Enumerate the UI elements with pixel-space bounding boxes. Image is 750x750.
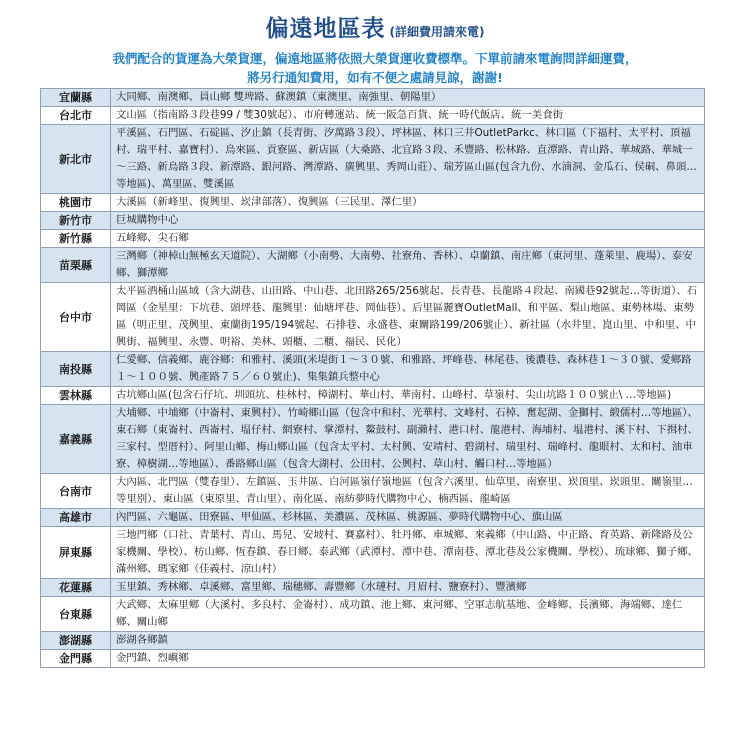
county-cell: 金門縣 <box>41 650 111 668</box>
remote-areas-table <box>40 88 705 668</box>
table-row <box>41 474 705 509</box>
areas-cell: 玉里鎮、秀林鄉、卓溪鄉、富里鄉、瑞穗鄉、壽豐鄉（水璉村、月眉村、鹽寮村）、豐濱鄉 <box>111 579 705 597</box>
areas-cell: 三地門鄉（口社、青葉村、青山、馬兒、安坡村、賽嘉村）、牡丹鄉、車城鄉、來義鄉（中山路、中正路、育英路、新隆路及公家機關、學校）、枋山鄉、恆春鎮、春日鄉、泰武鄉（武潭村、潭中巷、潭南巷、潭北巷及公家機關、學校）、琉球鄉、獅子鄉、滿州鄉、瑪家鄉（佳義村、涼山村） <box>111 527 705 579</box>
areas-cell: 文山區（指南路３段巷99 / 雙30號起）、市府轉運站、統一阪急百貨、統一時代飯店、統一美食街 <box>111 107 705 125</box>
areas-cell: 三灣鄉（神棹山無極玄天道院）、大湖鄉（小南勢、大南勢、社寮角、香林）、卓蘭鎮、南庄鄉（東河里、蓬萊里、鹿場）、泰安鄉、獅潭鄉 <box>111 248 705 283</box>
areas-cell: 大同鄉、南澳鄉、員山鄉 雙埤路、蘇澳鎮（東澳里、南強里、朝陽里） <box>111 89 705 107</box>
areas-cell: 大武鄉、太麻里鄉（大溪村、多良村、金崙村）、成功鎮、池上鄉、東河鄉、空軍志航基地、金峰鄉、長濱鄉、海端鄉、達仁鄉、關山鄉 <box>111 597 705 632</box>
table-row <box>41 387 705 405</box>
areas-cell: 太平區酒桶山區域（含大湖巷、山田路、中山巷、北田路265/256號起、長青巷、長龍路４段起、南國巷92號起…等街道）、石岡區（金星里：下坑巷、頭坪巷、龍興里：仙塘坪巷、岡仙巷）、后里區麗寶OutletMall、和平區、梨山地區、東勢林場、東勢區（明正里、茂興里、東蘭街195/194號起、石排巷、永盛巷、東關路199/206號止）、新社區（水井里、崑山里、中和里、中興街、福興里、永豐、明裕、美林、頭櫃、二櫃、福民、民化） <box>111 283 705 352</box>
areas-cell: 五峰鄉、尖石鄉 <box>111 230 705 248</box>
title-line <box>0 12 750 49</box>
county-cell: 台東縣 <box>41 597 111 632</box>
table-row <box>41 212 705 230</box>
county-cell: 台中市 <box>41 283 111 352</box>
county-cell: 新北市 <box>41 125 111 194</box>
county-cell: 嘉義縣 <box>41 405 111 474</box>
county-cell: 苗栗縣 <box>41 248 111 283</box>
table-row <box>41 125 705 194</box>
county-cell: 台北市 <box>41 107 111 125</box>
county-cell: 台南市 <box>41 474 111 509</box>
table-row <box>41 632 705 650</box>
areas-cell: 巨城購物中心 <box>111 212 705 230</box>
county-cell: 屏東縣 <box>41 527 111 579</box>
areas-cell: 大溪區（新峰里、復興里、崁津部落）、復興區（三民里、澤仁里） <box>111 194 705 212</box>
county-cell: 澎湖縣 <box>41 632 111 650</box>
table-row <box>41 527 705 579</box>
county-cell: 雲林縣 <box>41 387 111 405</box>
page-subtitle: (詳細費用請來電) <box>389 25 485 39</box>
table-row <box>41 405 705 474</box>
areas-cell: 古坑鄉山區(包含石仔坑、圳頭坑、桂林村、樟湖村、華山村、華南村、山峰村、草嶺村、尖山坑路１００號止\ …等地區) <box>111 387 705 405</box>
table-row <box>41 230 705 248</box>
table-row <box>41 89 705 107</box>
notice-line-1: 我們配合的貨運為大榮貨運，偏遠地區將依照大榮貨運收費標準。下單前請來電詢問詳細運費， <box>112 51 638 66</box>
table-row <box>41 107 705 125</box>
county-cell: 花蓮縣 <box>41 579 111 597</box>
county-cell: 高雄市 <box>41 509 111 527</box>
county-cell: 宜蘭縣 <box>41 89 111 107</box>
table-row <box>41 579 705 597</box>
areas-cell: 平溪區、石門區、石碇區、汐止鎮（長青街、汐萬路３段）、坪林區、林口三井OutletParkc、林口區（下福村、太平村、頂福村、瑞平村、嘉寶村）、烏來區、貢寮區、新店區（大桑路、北宜路３段、禾豐路、松林路、直潭路、青山路、華城路、華城一～三路、新烏路３段、新潭路、銀河路、灣潭路、廣興里、秀岡山莊）、瑞芳區山區(包含九份、水湳洞、金瓜石、侯硐、鼻頭…等地區)、萬里區、雙溪區 <box>111 125 705 194</box>
table-row <box>41 509 705 527</box>
county-cell: 新竹縣 <box>41 230 111 248</box>
table-row <box>41 283 705 352</box>
areas-cell: 澎湖各鄉鎮 <box>111 632 705 650</box>
county-cell: 新竹市 <box>41 212 111 230</box>
areas-cell: 仁愛鄉、信義鄉、鹿谷鄉：和雅村、溪頭(米堤街１～３０號、和雅路、坪峰巷、林尾巷、後濃巷、森林巷１～３０號、愛鄉路１～１００號、興產路７５／６０號止)、集集鎮兵整中心 <box>111 352 705 387</box>
table-row <box>41 194 705 212</box>
header <box>0 0 750 87</box>
areas-cell: 大內區、北門區（雙春里）、左鎮區、玉井區、白河區嶺仔嶺地區（包含六溪里、仙草里、南寮里、崁頂里、崁頭里、關嶺里…等里別）、東山區（東原里、青山里）、南化區、南紡夢時代購物中心、楠西區、龍崎區 <box>111 474 705 509</box>
table-row <box>41 352 705 387</box>
areas-cell: 大埔鄉、中埔鄉（中崙村、東興村）、竹崎鄉山區（包含中和村、光華村、文峰村、石棹、奮起湖、金獅村、緞儒村…等地區）、東石鄉（東崙村、西崙村、塭仔村、網寮村、掌潭村、鰲鼓村、副瀨村、港口村、龍港村、海埔村、塭港村、溪下村、下揖村、三家村、型厝村）、阿里山鄉、梅山鄉山區（包含太平村、太村興、安靖村、碧湖村、瑞里村、瑞峰村、龍眼村、太和村、油車寮、樟樹湖…等地區）、番路鄉山區（包含大湖村、公田村、公興村、草山村、觸口村…等地區） <box>111 405 705 474</box>
table-row <box>41 650 705 668</box>
areas-cell: 金門鎮、烈嶼鄉 <box>111 650 705 668</box>
remote-areas-table-body <box>41 89 705 668</box>
notice-line-2: 將另行通知費用，如有不便之處請見諒，謝謝! <box>247 70 503 85</box>
table-row <box>41 597 705 632</box>
county-cell: 南投縣 <box>41 352 111 387</box>
page-title: 偏遠地區表 <box>265 16 386 42</box>
areas-cell: 內門區、六龜區、田寮區、甲仙區、杉林區、美濃區、茂林區、桃源區、夢時代購物中心、旗山區 <box>111 509 705 527</box>
county-cell: 桃園市 <box>41 194 111 212</box>
table-row <box>41 248 705 283</box>
